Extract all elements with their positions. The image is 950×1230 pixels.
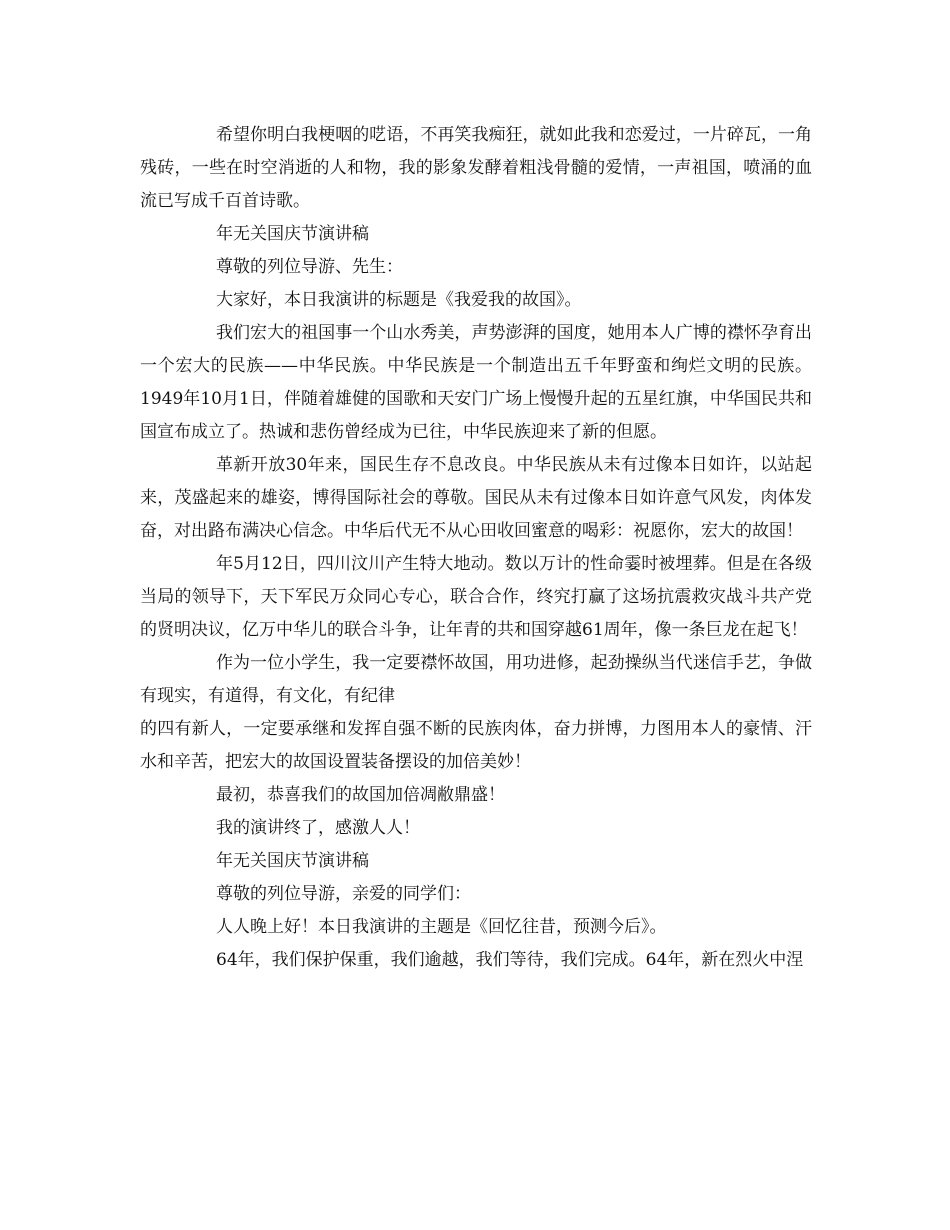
section-title: 年无关国庆节演讲稿: [216, 224, 369, 244]
salutation-2: 尊敬的列位导游，亲爱的同学们：: [216, 884, 471, 904]
section-title-2: 年无关国庆节演讲稿: [216, 851, 369, 871]
paragraph-5: 作为一位小学生，我一定要襟怀故国，用功进修，起劲操纵当代迷信手艺，争做有现实，有道得，有文化，有纪律: [140, 653, 812, 706]
paragraph-1: 希望你明白我梗咽的呓语，不再笑我痴狂，就如此我和恋爱过，一片碎瓦，一角残砖，一些在时空消逝的人和物，我的影象发酵着粗浅骨髓的爱情，一声祖国，喷涌的血流已写成千百首诗歌。: [140, 125, 812, 211]
paragraph-intro: 大家好，本日我演讲的标题是《我爱我的故国》。: [216, 290, 582, 310]
paragraph-3: 革新开放30年来，国民生存不息改良。中华民族从未有过像本日如许，以站起来，茂盛起来的雄姿，博得国际社会的尊敬。国民从未有过像本日如许意气风发，肉体发奋，对出路布满决心信念。中华后代无不从心田收回蜜意的喝彩：祝愿你，宏大的故国！: [140, 455, 812, 541]
document-body: [140, 119, 812, 977]
paragraph-closing-wish: 最初，恭喜我们的故国加倍凋敝鼎盛！: [216, 785, 505, 805]
paragraph-5-continued: 的四有新人，一定要承继和发挥自强不断的民族肉体，奋力拼博，力图用本人的豪情、汗水和辛苦，把宏大的故国设置装备摆设的加倍美妙！: [140, 719, 812, 772]
paragraph-thanks: 我的演讲终了，感激人人！: [216, 818, 420, 838]
paragraph-intro-2: 人人晚上好！本日我演讲的主题是《回忆往昔，预测今后》。: [216, 917, 667, 937]
paragraph-4: 年5月12日，四川汶川产生特大地动。数以万计的性命霎时被埋葬。但是在各级当局的领导下，天下军民万众同心专心，联合合作，终究打赢了这场抗震救灾战斗共产党的贤明决议，亿万中华儿的联合斗争，让年青的共和国穿越61周年，像一条巨龙在起飞！: [140, 554, 812, 640]
salutation: 尊敬的列位导游、先生：: [216, 257, 403, 277]
paragraph-2: 我们宏大的祖国事一个山水秀美，声势澎湃的国度，她用本人广博的襟怀孕育出一个宏大的民族——中华民族。中华民族是一个制造出五千年野蛮和绚烂文明的民族。1949年10月1日，伴随着雄健的国歌和天安门广场上慢慢升起的五星红旗，中华国民共和国宣布成立了。热诚和悲伤曾经成为已往，中华民族迎来了新的但愿。: [140, 323, 812, 442]
paragraph-6: 64年，我们保护保重，我们逾越，我们等待，我们完成。64年，新在烈火中涅: [216, 950, 804, 970]
